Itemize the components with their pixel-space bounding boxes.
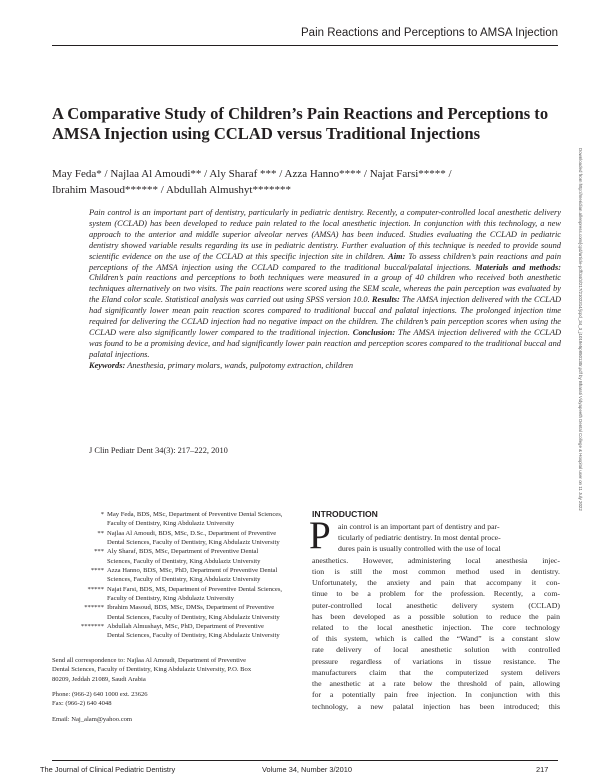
affiliation-marker: *******: [80, 623, 104, 631]
affiliation-text: Najat Farsi, BDS, MS, Department of Preventive Dental Sciences,: [107, 585, 283, 593]
results-label: Results:: [371, 295, 400, 305]
intro-line: manufacturers claim that the computerized system delivers: [312, 667, 560, 677]
header-rule: [52, 45, 558, 46]
affiliation-text: Sciences, Faculty of Dentistry, King Abdulaziz University: [107, 576, 261, 584]
download-note-text: Downloaded from http://meridian.allenpress.com/jcpd/article-pdf/34/3/217/2102314/jcpd_34_3_j1018e5p850130r.pdf by Bharati Vidyapeeth Dental College & Hospital user on 11 July 2022: [578, 148, 583, 511]
intro-line: ain control is an important part of dentistry and par-: [338, 522, 500, 531]
fax-number: Fax: (966-2) 640 4048: [52, 700, 112, 708]
affiliation-text: Faculty of Dentistry, King Abdulaziz University: [107, 520, 235, 528]
intro-line: tinue to be a problem for the profession. Recently, a com-: [312, 589, 560, 599]
intro-line: anesthetics. However, administering local anesthesia injec-: [312, 555, 560, 565]
intro-body: [312, 521, 560, 712]
phone-number: Phone: (966-2) 640 1000 ext. 23626: [52, 691, 148, 698]
affiliation-marker: *****: [87, 585, 104, 593]
affiliation-text: Ibrahim Masoud, BDS, MSc, DMSs, Department of Preventive: [107, 604, 275, 612]
keywords: Anesthesia, primary molars, wands, pulpotomy extraction, children: [127, 360, 354, 370]
intro-line: of this system, which is called the “Wand” is a constant slow: [312, 634, 560, 644]
correspondence-line: 80209, Jeddah 21089, Saudi Arabia: [52, 675, 146, 683]
email-address: Email: Naj_alam@yahoo.com: [52, 716, 133, 723]
affiliation-marker: **: [97, 529, 104, 537]
intro-line: ticularly of pediatric dentistry. In most dental proce-: [338, 533, 501, 543]
intro-line: dures pain is usually controlled with the use of local: [338, 544, 501, 554]
affiliation-text: Sciences, Faculty of Dentistry, King Abdulaziz University: [107, 557, 261, 565]
author-line: May Feda* / Najlaa Al Amoudi** / Aly Sharaf *** / Azza Hanno**** / Najat Farsi***** /: [52, 168, 452, 180]
intro-line: puter-controlled local anesthetic delivery system (CCLAD): [312, 600, 560, 610]
correspondence: [52, 656, 297, 684]
contact-numbers: [52, 690, 297, 709]
affiliation-text: Faculty of Dentistry, King Abdulaziz University: [107, 595, 235, 603]
abstract-intro: Pain control is an important part of dentistry, particularly in pediatric dentistry. Recently, a computer-controlled local anesthetic delivery system (CCLAD) has been developed to reduce pain related to the local anesthetic injection. In conjunction with this technology, a new approach to the anterior and middle superior alveolar nerves (AMSA) has been induced. Studies evaluating the CCLAD in pediatric dentistry showed variable results regarding its use in pediatric dentistry. Further evaluation of this technique is needed to provide sound scientific evidence on the use of the CCLAD at this specific injection site in children.: [89, 208, 561, 261]
author-line: Ibrahim Masoud****** / Abdullah Almushyt*******: [52, 184, 291, 196]
intro-line: tion is still the most common method used in dentistry.: [312, 566, 560, 576]
intro-line: has been developed as a possible solution to reduce the pain: [312, 611, 560, 621]
affiliation-marker: ******: [84, 604, 104, 612]
footer-rule: [52, 760, 558, 761]
affiliation-item: [52, 547, 297, 566]
intro-line: related to the local anesthetic injection. The core technology: [312, 622, 560, 632]
intro-line: pressure regardless of variations in tissue resistance. The: [312, 656, 560, 666]
page-number: 217: [536, 765, 549, 774]
affiliation-text: May Feda, BDS, MSc, Department of Preventive Dental Sciences,: [107, 511, 283, 518]
affiliation-text: Najlaa Al Amoudi, BDS, MSc, D.Sc., Department of Preventive: [107, 529, 277, 537]
correspondence-line: Dental Sciences, Faculty of Dentistry, King Abdulaziz University, P.O. Box: [52, 666, 252, 674]
citation: J Clin Pediatr Dent 34(3): 217–222, 2010: [89, 446, 228, 455]
volume-info: Volume 34, Number 3/2010: [262, 765, 352, 774]
affiliation-marker: ****: [90, 567, 104, 575]
affiliation-text: Dental Sciences, Faculty of Dentistry, King Abdulaziz University: [107, 632, 280, 640]
drop-cap: P: [309, 514, 331, 557]
abstract-aim: To assess children’s pain reactions and pain perceptions of the AMSA injection using the CCLAD compared to the traditional buccal/palatal injections.: [89, 251, 562, 272]
affiliation-text: Azza Hanno, BDS, MSc, PhD, Department of Preventive Dental: [107, 567, 278, 575]
affiliation-text: Abdullah Almushayt, MSc, PhD, Department of Preventive: [107, 623, 264, 631]
affiliation-item: [52, 566, 297, 585]
intro-line: the anesthetic at a rate below the threshold of pain, allowing: [312, 679, 560, 689]
abstract: [89, 208, 561, 372]
intro-line: rate delivery of local anesthetic solution with controlled: [312, 645, 560, 655]
affiliation-marker: ***: [94, 548, 104, 556]
affiliation-text: Dental Sciences, Faculty of Dentistry, King Abdulaziz University: [107, 539, 280, 547]
affiliation-item: [52, 603, 297, 622]
affiliation-item: [52, 622, 297, 641]
section-heading: INTRODUCTION: [312, 509, 378, 519]
intro-line: for a potentially pain free injection. In conjunction with this: [312, 690, 560, 700]
affiliation-item: [52, 529, 297, 548]
abstract-results: The AMSA injection delivered with the CCLAD had significantly lower mean pain reaction scores compared to traditional buccal and palatal injections. The prolonged injection time required for delivering the CCLAD injection had no negative impact on the children. The children’s pain perception scores when using the CCLAD were also significantly lower compared to the traditional injection.: [89, 295, 562, 337]
affiliation-item: [52, 510, 297, 529]
conclusion-label: Conclusion:: [352, 327, 396, 337]
affiliation-text: Aly Sharaf, BDS, MSc, Department of Preventive Dental: [107, 548, 259, 556]
intro-line: technology, a new palatal injection has been introduced; this: [312, 701, 560, 711]
affiliation-text: Dental Sciences, Faculty of Dentistry, King Abdulaziz University: [107, 613, 280, 621]
affiliation-marker: *: [100, 511, 104, 518]
methods-label: Materials and methods:: [475, 262, 562, 272]
abstract-methods: Children’s pain reactions and perceptions to both techniques were measured in a group of 40 children who received both anesthetic techniques alternatively on two visits. The pain reactions were scored using the SEM scale, whereas the pain perception was evaluated by the Eland color scale. Statistical analysis was carried out using SPSS version 10.0.: [89, 273, 561, 305]
abstract-conclusion: The AMSA injection delivered with the CCLAD was found to be a promising device, and had significantly lower pain reaction and perception scores compared to the traditional buccal and palatal injections.: [89, 327, 561, 359]
intro-line: Unfortunately, the anxiety and pain that accompany it con-: [312, 578, 560, 588]
article-title: A Comparative Study of Children’s Pain Reactions and Perceptions to AMSA Injection using CCLAD versus Traditional Injections: [52, 104, 549, 143]
journal-name: The Journal of Clinical Pediatric Dentistry: [40, 765, 176, 774]
download-note: [576, 148, 590, 738]
aim-label: Aim:: [388, 251, 406, 261]
keywords-label: Keywords:: [89, 360, 126, 370]
author-list: [52, 166, 542, 198]
correspondence-line: Send all correspondence to: Najlaa Al Amoudi, Department of Preventive: [52, 657, 247, 664]
running-head: Pain Reactions and Perceptions to AMSA Injection: [301, 27, 558, 39]
affiliations: [52, 510, 297, 641]
affiliation-item: [52, 585, 297, 604]
